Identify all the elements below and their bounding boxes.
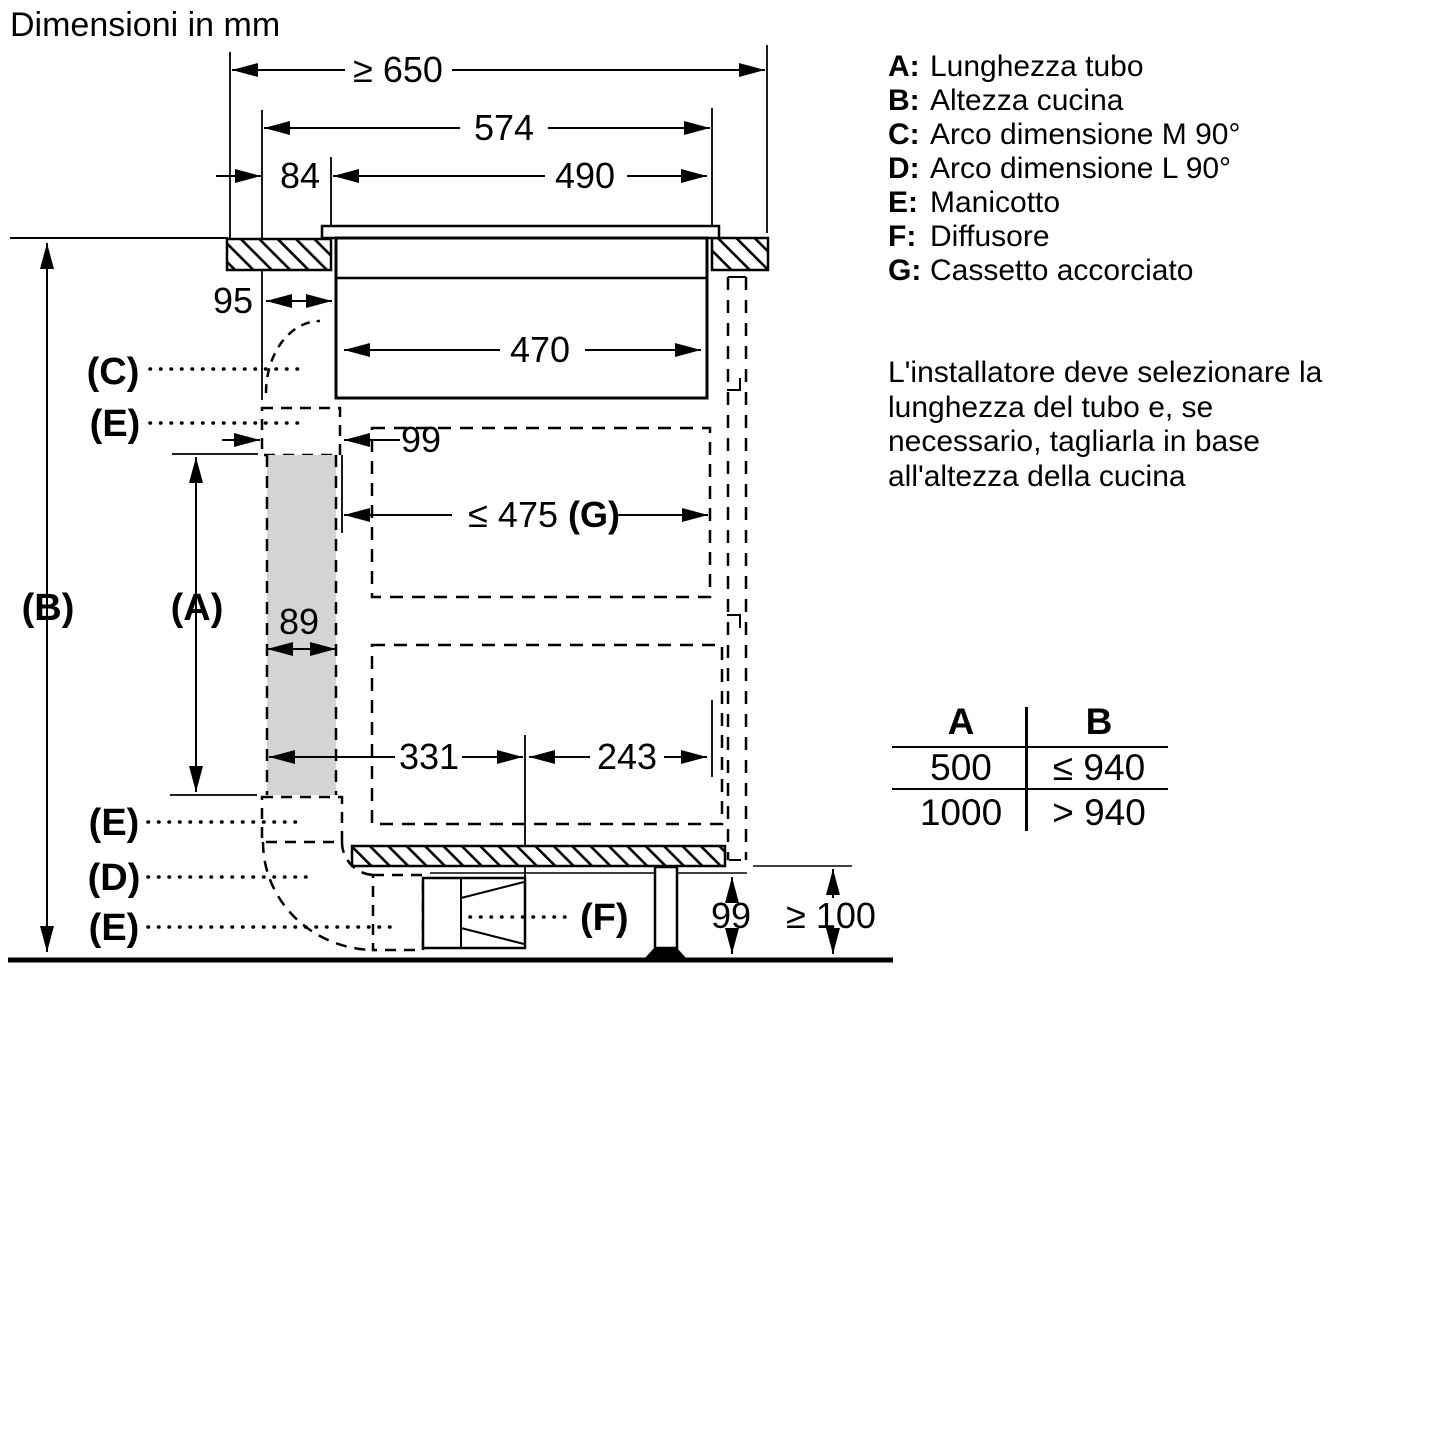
worktop-left-section [227, 239, 331, 270]
hob-glass-plate [322, 226, 719, 238]
drawer-outline-lower [372, 645, 722, 824]
legend-key-B: B: [888, 84, 920, 117]
table-cell-b2: > 940 [1052, 792, 1146, 833]
legend-item-E [888, 186, 1240, 220]
dim-95-text: 95 [212, 280, 253, 321]
legend-key-C: C: [888, 118, 920, 151]
legend-text-B: Altezza cucina [930, 84, 1124, 117]
table-row [892, 748, 1168, 790]
table-header-B: B [1085, 701, 1113, 742]
legend-text-A: Lunghezza tubo [930, 50, 1144, 83]
legend-key-E: E: [888, 186, 918, 219]
legend-item-G [888, 254, 1240, 288]
dim-99-bottom-text: 99 [710, 895, 752, 936]
label-D: (D) [87, 857, 141, 899]
page-title: Dimensioni in mm [10, 6, 281, 44]
legend-text-F: Diffusore [930, 220, 1050, 253]
legend-item-B [888, 84, 1240, 118]
dim-243-text: 243 [596, 736, 658, 777]
label-F: (F) [580, 897, 629, 939]
dim-84-text: 84 [279, 155, 321, 196]
installer-note-line-2: lunghezza del tubo e, se [888, 390, 1214, 424]
sleeve-bottom-box [262, 797, 342, 842]
legend-item-A [888, 50, 1240, 84]
dim-99-top-text: 99 [400, 419, 442, 460]
legend-key-G: G: [888, 254, 922, 287]
legend-text-G: Cassetto accorciato [930, 254, 1194, 287]
hob-body [336, 238, 707, 398]
legend-item-F [888, 220, 1240, 254]
legend-item-D [888, 152, 1240, 186]
cabinet-foot-base [645, 948, 686, 958]
dim-89-text: 89 [278, 601, 320, 642]
label-A: (A) [170, 587, 224, 629]
label-E3: (E) [88, 907, 140, 949]
dim-470-text: 470 [509, 329, 571, 370]
dim-650-text: ≥ 650 [353, 49, 443, 90]
cabinet-foot-shaft [655, 867, 677, 948]
table-header-row [892, 698, 1168, 748]
dim-331-text: 331 [398, 736, 460, 777]
label-C: (C) [86, 351, 140, 393]
table-column-divider [1025, 707, 1028, 831]
installer-note-line-1: L'installatore deve selezionare la [888, 356, 1323, 389]
label-B: (B) [21, 587, 75, 629]
legend-item-C [888, 118, 1240, 152]
legend-key-D: D: [888, 152, 920, 185]
table-row [892, 790, 1168, 836]
dim-490-text: 490 [554, 155, 616, 196]
label-E1: (E) [89, 403, 141, 445]
sleeve-top-box [262, 408, 340, 455]
dim-574-text: 574 [473, 107, 535, 148]
table-cell-a2: 1000 [919, 792, 1003, 833]
legend-text-C: Arco dimensione M 90° [930, 118, 1241, 151]
legend-text-D: Arco dimensione L 90° [930, 152, 1232, 185]
dim-475-g-text: (G) [568, 494, 620, 535]
installer-note-line-4: all'altezza della cucina [888, 459, 1186, 493]
tube-length-table [892, 698, 1168, 836]
sleeve-outlet-box [373, 875, 423, 950]
cabinet-bottom-panel [352, 846, 725, 866]
label-E2: (E) [88, 802, 140, 844]
legend [888, 50, 1240, 288]
legend-key-A: A: [888, 50, 920, 83]
duct-bend-M-arc [266, 321, 320, 393]
dim-475-text: ≤ 475 [468, 494, 558, 535]
dim-100-text: ≥ 100 [786, 895, 876, 936]
table-cell-b1: ≤ 940 [1052, 747, 1146, 788]
diffuser-box [423, 878, 525, 948]
table-header-A: A [947, 701, 975, 742]
table-cell-a1: 500 [930, 747, 992, 788]
legend-text-E: Manicotto [930, 186, 1061, 219]
installer-note [888, 356, 1322, 494]
installer-note-line-3: necessario, tagliarla in base [888, 425, 1260, 458]
worktop-right-section [712, 238, 768, 270]
legend-key-F: F: [888, 220, 917, 253]
